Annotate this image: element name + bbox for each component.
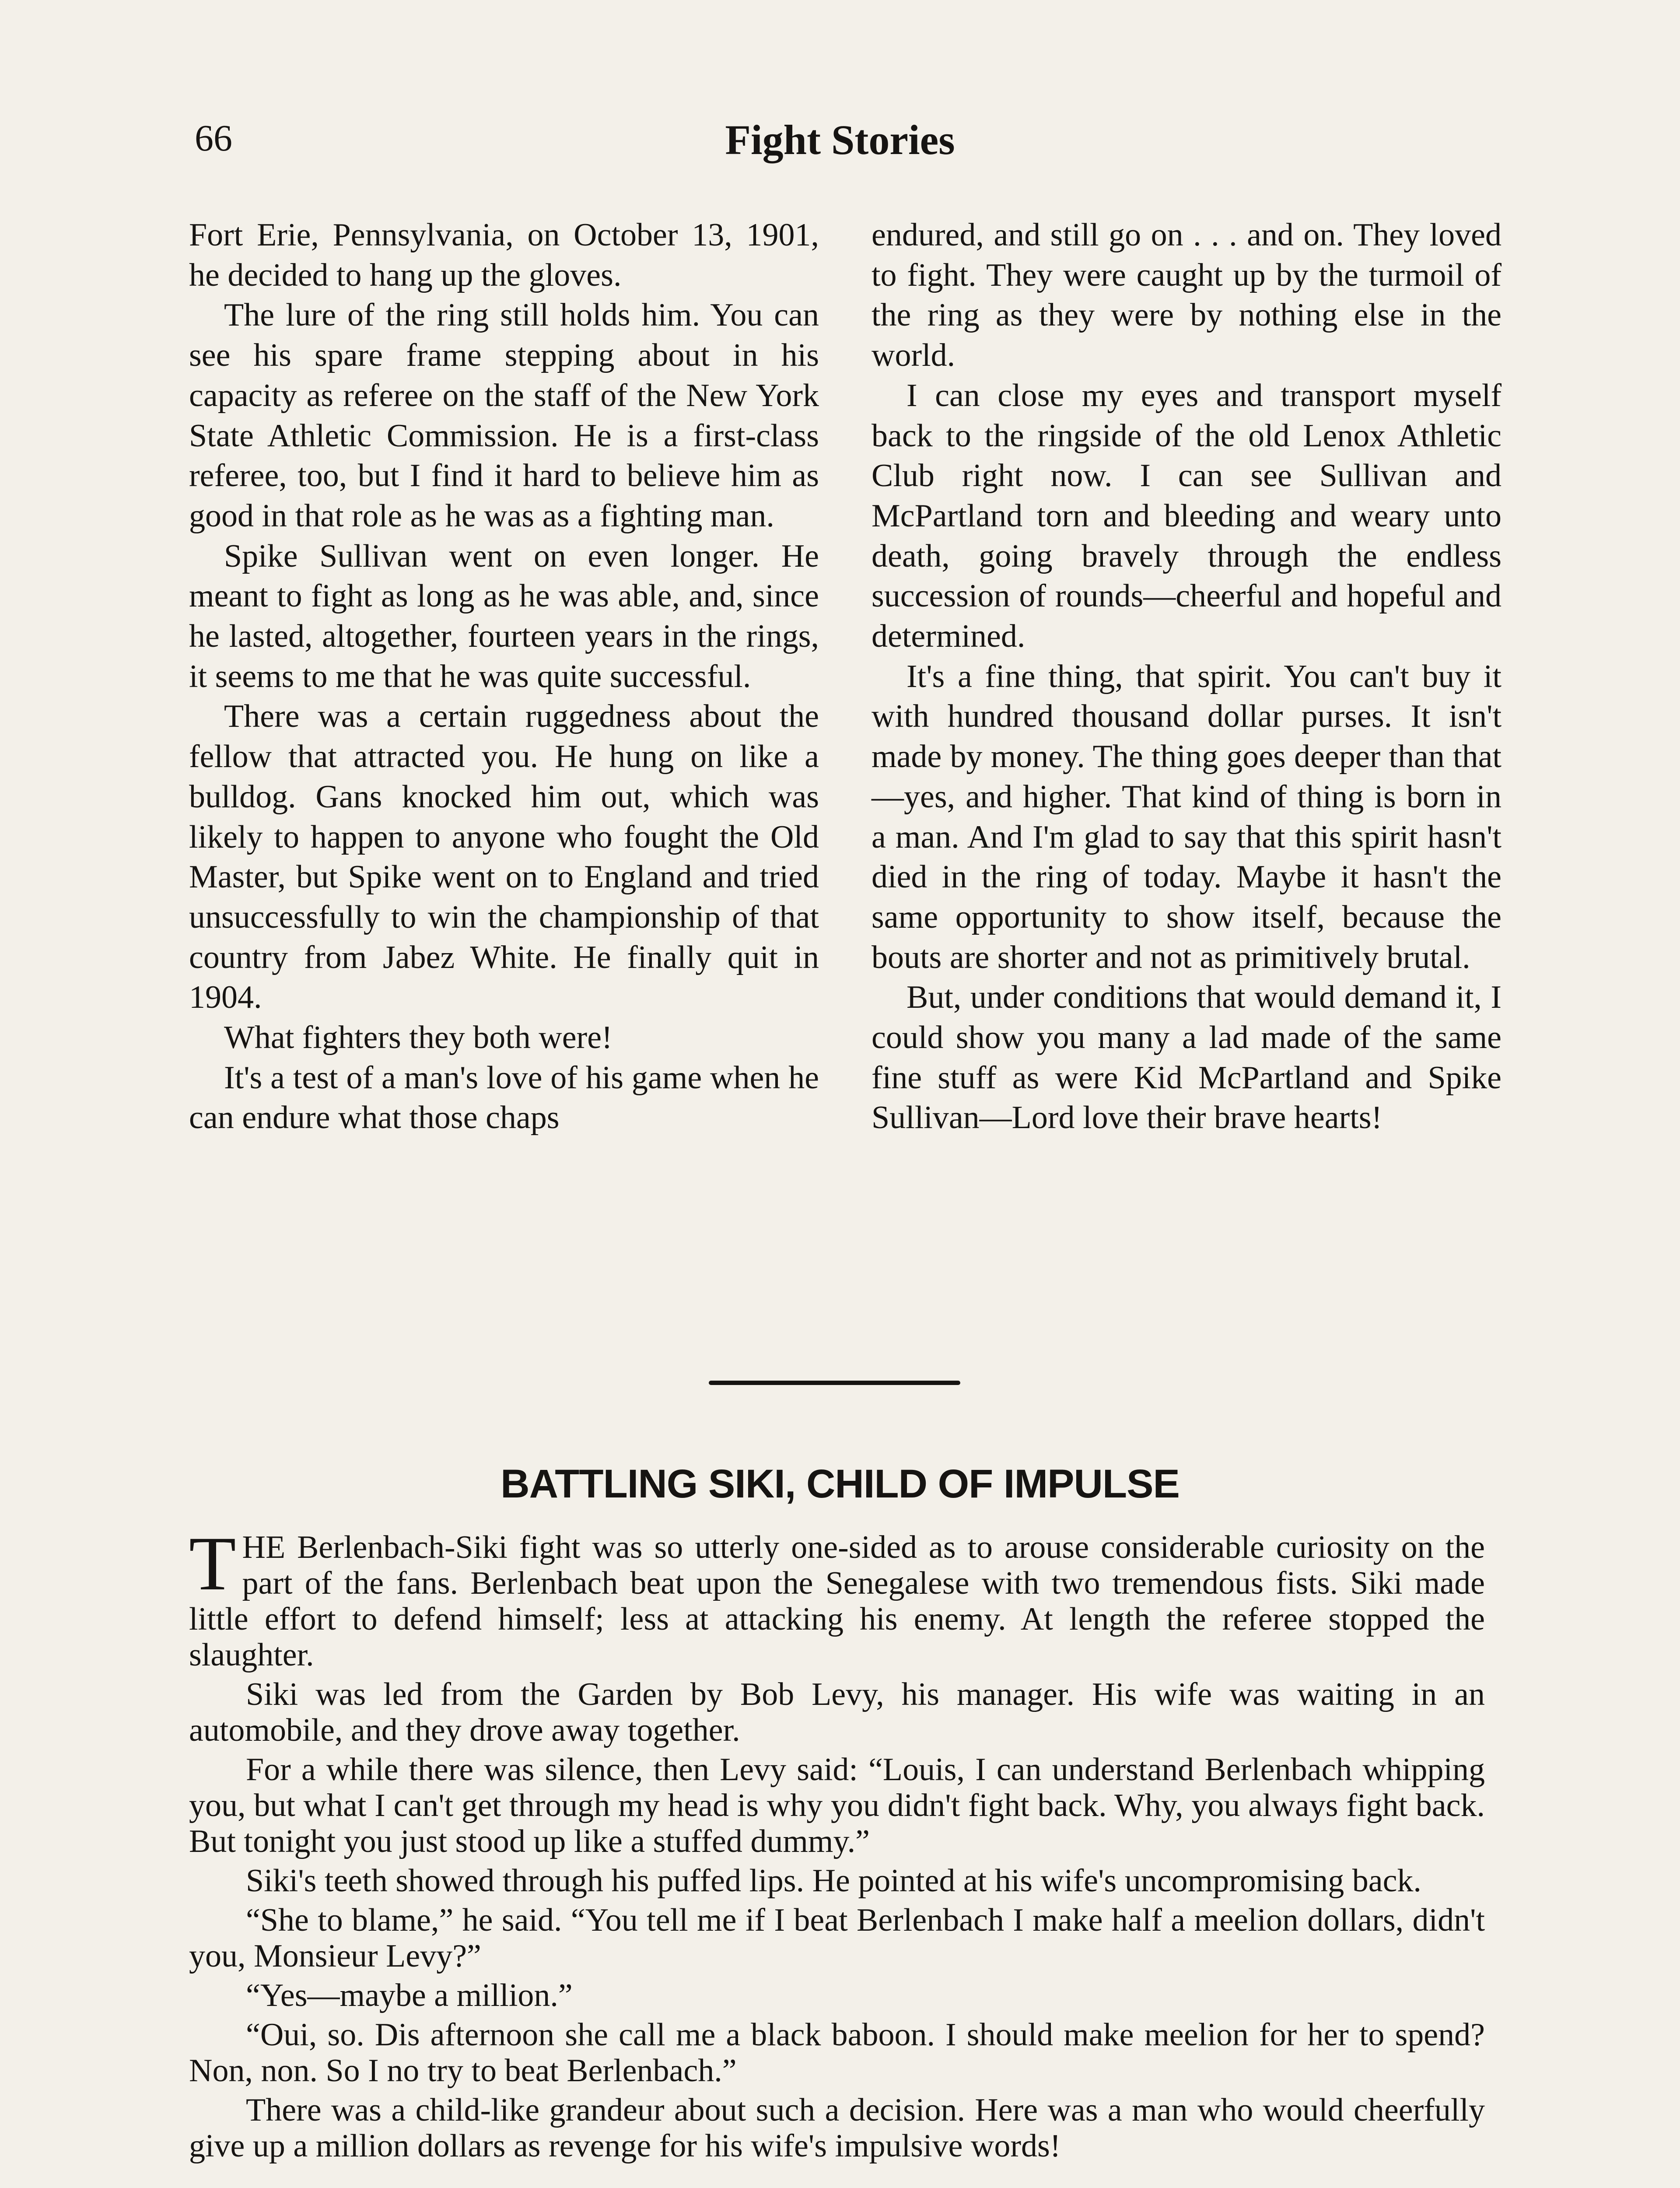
paragraph: It's a test of a man's love of his game when he can endure what those chaps: [189, 1059, 819, 1136]
paragraph: endured, and still go on . . . and on. They loved to fight. They were caught up by the turmoil of the ring as they were by nothing else in the world.: [872, 217, 1502, 374]
paragraph: But, under conditions that would demand it, I could show you many a lad made of the same fine stuff as were Kid McPartland and Spike Sullivan—Lord love their brave hearts!: [872, 979, 1502, 1136]
article-body: [189, 1521, 1485, 2167]
paragraph: Siki's teeth showed through his puffed lips. He pointed at his wife's uncompromising back.: [246, 1863, 1421, 1899]
paragraph: It's a fine thing, that spirit. You can't buy it with hundred thousand dollar purses. It isn't made by money. The thing goes deeper than that—yes, and higher. That kind of thing is born in a man. And I'm glad to say that this spirit hasn't died in the ring of today. Maybe it hasn't the same opportunity to show itself, because the bouts are shorter and not as primitively brutal.: [872, 658, 1502, 975]
paragraph: What fighters they both were!: [224, 1020, 612, 1056]
paragraph: I can close my eyes and transport myself back to the ringside of the old Lenox Athletic Club right now. I can see Sullivan and McPartland torn and bleeding and weary unto death, going bravely through the endless succession of rounds—cheerful and hopeful and determined.: [872, 377, 1502, 655]
lead-paragraph: [189, 1521, 1485, 1673]
article-title: BATTLING SIKI, CHILD OF IMPULSE: [500, 1462, 1180, 1506]
two-column-body: [189, 215, 1502, 1138]
right-column: [872, 215, 1502, 1138]
paragraph: Siki was led from the Garden by Bob Levy, his manager. His wife was waiting in an automobile, and they drove away together.: [189, 1676, 1485, 1748]
paragraph: “Oui, so. Dis afternoon she call me a black baboon. I should make meelion for her to spend? Non, non. So I no try to beat Berlenbach.”: [189, 2017, 1485, 2089]
page-number: 66: [195, 117, 232, 159]
paragraph: “Yes—maybe a million.”: [246, 1978, 573, 2013]
paragraph: For a while there was silence, then Levy said: “Louis, I can understand Berlenbach whipping you, but what I can't get through my head is why you didn't fight back. Why, you always fight back. But tonight you just stood up like a stuffed dummy.”: [189, 1752, 1485, 1859]
drop-cap: T: [189, 1521, 236, 1606]
paragraph: Spike Sullivan went on even longer. He meant to fight as long as he was able, and, since he lasted, altogether, fourteen years in the rings, it seems to me that he was quite successful.: [189, 538, 819, 694]
paragraph: “She to blame,” he said. “You tell me if I beat Berlenbach I make half a meelion dollars, didn't you, Monsieur Levy?”: [189, 1902, 1485, 1974]
lead-text: HE Berlenbach-Siki fight was so utterly one-sided as to arouse considerable curiosity on the part of the fans. Berlenbach beat upon the Senegalese with two tremendous fists. Siki made little effort to defend himself; less at attacking his enemy. At length the referee stopped the slaughter.: [189, 1529, 1485, 1673]
paragraph: There was a certain ruggedness about the fellow that attracted you. He hung on like a bulldog. Gans knocked him out, which was likely to happen to anyone who fought the Old Master, but Spike went on to England and tried unsuccessfully to win the championship of that country from Jabez White. He finally quit in 1904.: [189, 698, 819, 1016]
running-head: Fight Stories: [725, 116, 955, 163]
paragraph: Fort Erie, Pennsylvania, on October 13, 1901, he decided to hang up the gloves.: [189, 217, 819, 293]
section-divider: [709, 1381, 960, 1385]
paragraph: The lure of the ring still holds him. You can see his spare frame stepping about in his capacity as referee on the staff of the New York State Athletic Commission. He is a first-class referee, too, but I find it hard to believe him as good in that role as he was as a fighting man.: [189, 297, 819, 534]
left-column: [189, 215, 819, 1138]
paragraph: There was a child-like grandeur about such a decision. Here was a man who would cheerfully give up a million dollars as revenge for his wife's impulsive words!: [189, 2092, 1485, 2164]
